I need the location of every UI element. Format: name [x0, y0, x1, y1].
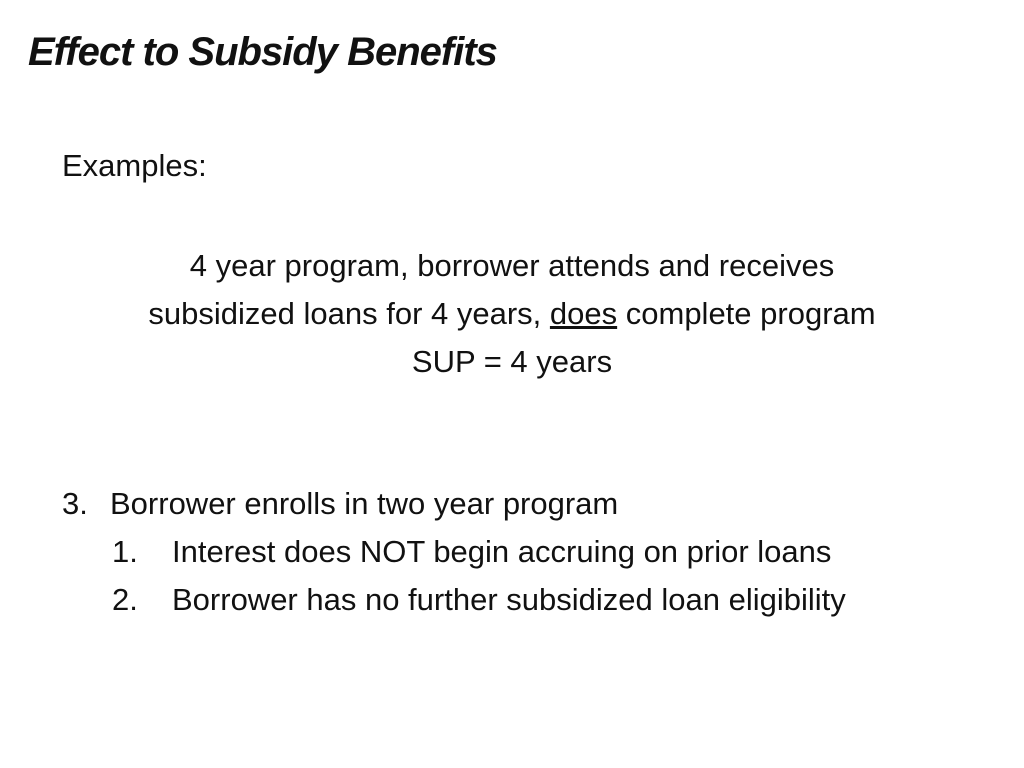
point-text: Borrower enrolls in two year program: [110, 486, 619, 521]
sub-item: [62, 528, 982, 576]
slide-title: Effect to Subsidy Benefits: [28, 30, 497, 74]
sub-list: [62, 528, 982, 624]
example-emphasis: does: [549, 296, 618, 331]
sub-item-text: Interest does NOT begin accruing on prior loans: [172, 534, 832, 569]
example-line-3: SUP = 4 years: [411, 344, 613, 379]
example-line-2: [40, 290, 984, 338]
sub-item: [62, 576, 982, 624]
example-line-2-pre: subsidized loans for 4 years,: [148, 296, 550, 331]
point-3: [62, 480, 982, 624]
examples-label: Examples:: [62, 148, 207, 183]
sub-item-text: Borrower has no further subsidized loan eligibility: [172, 582, 846, 617]
example-block: [40, 242, 984, 386]
example-line-2-post: complete program: [617, 296, 876, 331]
point-number: 3.: [62, 486, 88, 521]
example-line-1: 4 year program, borrower attends and receives: [189, 248, 835, 283]
point-heading: [62, 480, 982, 528]
sub-item-number: 2.: [112, 582, 138, 617]
sub-item-number: 1.: [112, 534, 138, 569]
